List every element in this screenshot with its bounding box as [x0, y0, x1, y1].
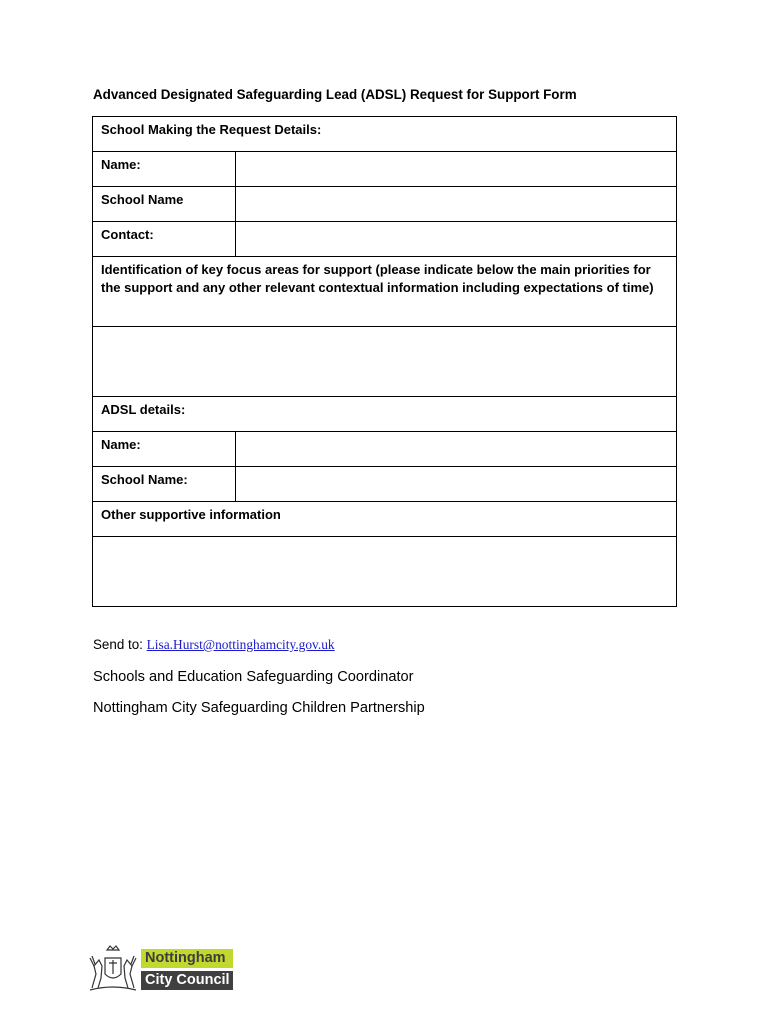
- adsl-school-name-row: [93, 467, 677, 502]
- other-heading-row: [93, 502, 677, 537]
- adsl-name-input[interactable]: [236, 432, 677, 467]
- school-contact-name-input[interactable]: [236, 152, 677, 187]
- other-info-heading: Other supportive information: [93, 502, 677, 537]
- send-to-label: Send to:: [93, 637, 143, 652]
- focus-areas-heading: Identification of key focus areas for support (please indicate below the main priorities for the support and any other relevant contextual information including expectations of time): [93, 257, 677, 327]
- field-label: Name:: [93, 432, 236, 467]
- request-form-table: [92, 116, 677, 607]
- school-section-row: [93, 117, 677, 152]
- adsl-section-row: [93, 397, 677, 432]
- field-label: Contact:: [93, 222, 236, 257]
- adsl-school-name-input[interactable]: [236, 467, 677, 502]
- focus-heading-row: [93, 257, 677, 327]
- contact-input[interactable]: [236, 222, 677, 257]
- school-name-row: [93, 152, 677, 187]
- field-label: School Name: [93, 187, 236, 222]
- other-info-input[interactable]: [93, 537, 677, 607]
- school-contact-row: [93, 222, 677, 257]
- focus-value-row: [93, 327, 677, 397]
- send-to-line: [93, 637, 335, 653]
- adsl-name-row: [93, 432, 677, 467]
- form-title: Advanced Designated Safeguarding Lead (ADSL) Request for Support Form: [93, 87, 577, 102]
- signature-organisation: Nottingham City Safeguarding Children Partnership: [93, 700, 425, 716]
- school-name-input[interactable]: [236, 187, 677, 222]
- other-value-row: [93, 537, 677, 607]
- council-logo: [141, 949, 233, 993]
- logo-line-1: Nottingham: [141, 949, 233, 968]
- adsl-section-heading: ADSL details:: [93, 397, 677, 432]
- signature-role: Schools and Education Safeguarding Coordinator: [93, 669, 414, 685]
- city-crest-icon: [86, 944, 140, 994]
- email-link[interactable]: Lisa.Hurst@nottinghamcity.gov.uk: [146, 637, 335, 652]
- logo-line-2: City Council: [141, 971, 233, 990]
- school-section-heading: School Making the Request Details:: [93, 117, 677, 152]
- school-school-name-row: [93, 187, 677, 222]
- field-label: School Name:: [93, 467, 236, 502]
- field-label: Name:: [93, 152, 236, 187]
- focus-areas-input[interactable]: [93, 327, 677, 397]
